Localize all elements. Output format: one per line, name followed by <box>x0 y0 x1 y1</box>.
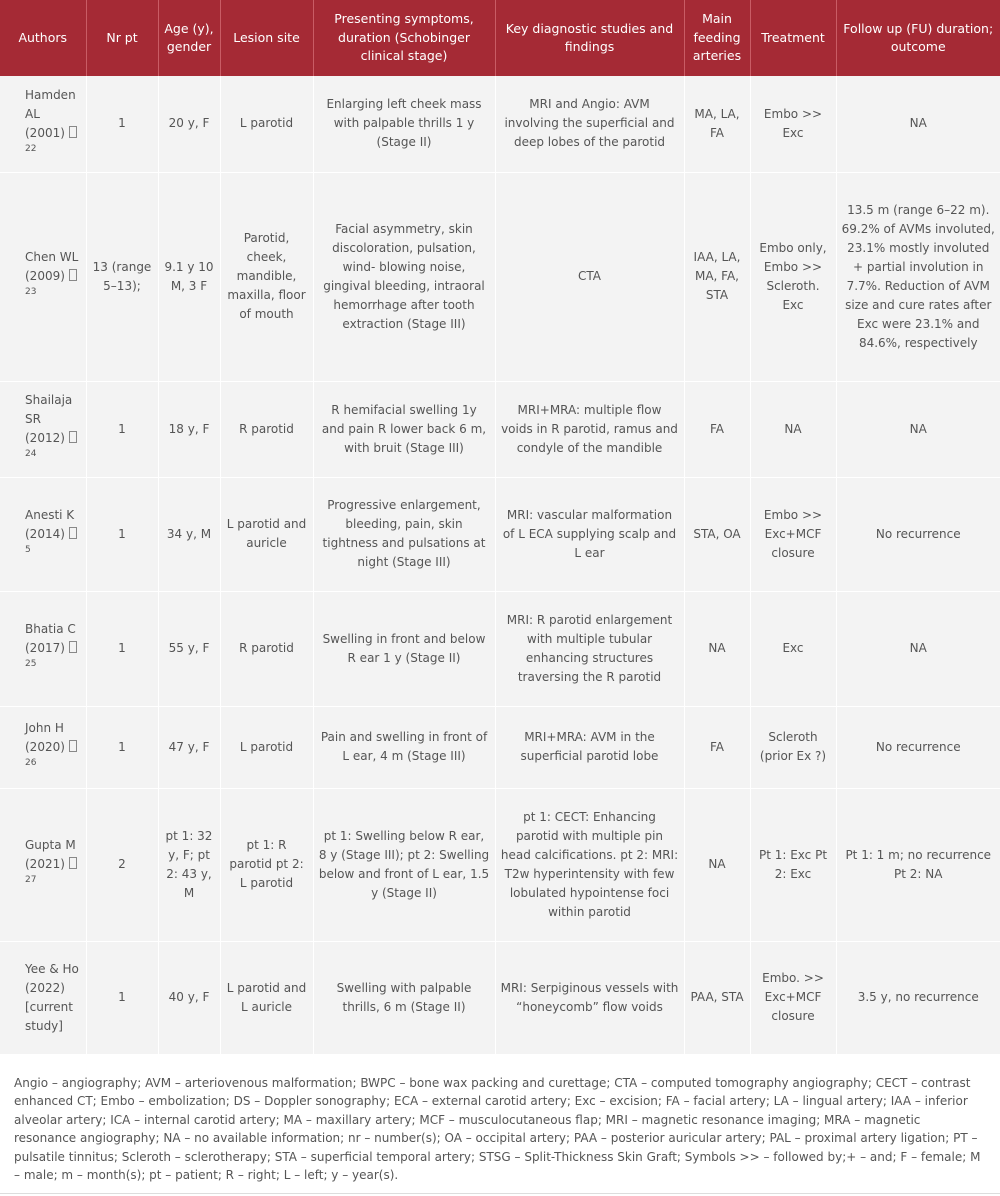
reference-link-icon[interactable] <box>69 641 77 653</box>
header-diagnostics: Key diagnostic studies and findings <box>495 0 684 76</box>
cell-arteries: FA <box>684 381 750 477</box>
author-name: Chen WL (2009) <box>25 250 79 283</box>
cell-arteries: STA, OA <box>684 477 750 591</box>
table-footnote: Angio – angiography; AVM – arteriovenous malformation; BWPC – bone wax packing and curettage; CTA – computed tomography angiography; CECT – contrast enhanced CT; Embo – embolization; DS – Doppler sonography; ECA – external carotid artery; Exc – excision; FA – facial artery; LA – lingual artery; IAA – inferior alveolar artery; ICA – internal carotid artery; MA – maxillary artery; MCF – musculocutaneous flap; MRI – magnetic resonance imaging; MRA – magnetic resonance angiography; NA – no available information; nr – number(s); OA – occipital artery; PAA – posterior auricular artery; PAL – proximal artery ligation; PT – pulsatile tinnitus; Scleroth – sclerotherapy; STA – superficial temporal artery; STSG – Split-Thickness Skin Graft; Symbols >> – followed by;+ – and; F – female; M – male; m – month(s); pt – patient; R – right; L – left; y – year(s). <box>14 1075 981 1182</box>
cell-lesion-site: R parotid <box>220 591 313 706</box>
reference-number[interactable]: 26 <box>25 757 37 768</box>
cell-treatment: NA <box>750 381 836 477</box>
cell-followup: NA <box>836 381 1000 477</box>
cell-arteries: IAA, LA, MA, FA, STA <box>684 172 750 381</box>
cell-age-gender: 40 y, F <box>158 941 220 1054</box>
cell-diagnostics: MRI+MRA: AVM in the superficial parotid lobe <box>495 706 684 788</box>
cell-symptoms: Pain and swelling in front of L ear, 4 m (Stage III) <box>313 706 495 788</box>
table-row <box>0 591 1000 706</box>
cell-diagnostics: MRI: vascular malformation of L ECA supplying scalp and L ear <box>495 477 684 591</box>
cell-treatment: Embo only, Embo >> Scleroth. Exc <box>750 172 836 381</box>
cell-lesion-site: L parotid and auricle <box>220 477 313 591</box>
reference-number[interactable]: 23 <box>25 287 37 297</box>
cell-lesion-site: pt 1: R parotid pt 2: L parotid <box>220 788 313 941</box>
cell-diagnostics: MRI and Angio: AVM involving the superficial and deep lobes of the parotid <box>495 76 684 172</box>
cell-age-gender: pt 1: 32 y, F; pt 2: 43 y, M <box>158 788 220 941</box>
header-treatment: Treatment <box>750 0 836 76</box>
reference-number[interactable]: 27 <box>25 875 37 885</box>
header-nr-pt: Nr pt <box>86 0 158 76</box>
author-name: Hamden AL (2001) <box>25 87 76 140</box>
reference-link-icon[interactable] <box>69 857 77 869</box>
cell-lesion-site: R parotid <box>220 381 313 477</box>
cell-author <box>0 477 86 591</box>
cell-age-gender: 34 y, M <box>158 477 220 591</box>
cell-lesion-site: L parotid and L auricle <box>220 941 313 1054</box>
cell-symptoms: Enlarging left cheek mass with palpable thrills 1 y (Stage II) <box>313 76 495 172</box>
header-symptoms: Presenting symptoms, duration (Schobinger clinical stage) <box>313 0 495 76</box>
cell-followup: No recurrence <box>836 706 1000 788</box>
cell-followup: 3.5 y, no recurrence <box>836 941 1000 1054</box>
cell-age-gender: 47 y, F <box>158 706 220 788</box>
cell-arteries: FA <box>684 706 750 788</box>
cell-arteries: NA <box>684 788 750 941</box>
cell-treatment: Embo >> Exc <box>750 76 836 172</box>
cell-age-gender: 9.1 y 10 M, 3 F <box>158 172 220 381</box>
cell-symptoms: Progressive enlargement, bleeding, pain, skin tightness and pulsations at night (Stage III) <box>313 477 495 591</box>
table-row <box>0 941 1000 1054</box>
cell-symptoms: Facial asymmetry, skin discoloration, pulsation, wind- blowing noise, gingival bleeding, intraoral hemorrhage after tooth extraction (Stage III) <box>313 172 495 381</box>
reference-link-icon[interactable] <box>69 269 77 281</box>
cell-age-gender: 55 y, F <box>158 591 220 706</box>
cell-author <box>0 591 86 706</box>
author-name: John H (2020) <box>25 720 65 754</box>
author-name: Gupta M (2021) <box>25 838 76 871</box>
cell-symptoms: pt 1: Swelling below R ear, 8 y (Stage III); pt 2: Swelling below and front of L ear, 1.5 y (Stage II) <box>313 788 495 941</box>
cell-followup: No recurrence <box>836 477 1000 591</box>
cell-symptoms: R hemifacial swelling 1y and pain R lower back 6 m, with bruit (Stage III) <box>313 381 495 477</box>
reference-number[interactable]: 25 <box>25 659 37 669</box>
cell-author <box>0 76 86 172</box>
cell-author <box>0 381 86 477</box>
reference-link-icon[interactable] <box>69 431 77 443</box>
table-row <box>0 477 1000 591</box>
cell-author <box>0 172 86 381</box>
reference-number[interactable]: 24 <box>25 449 37 459</box>
cell-treatment: Scleroth (prior Ex ?) <box>750 706 836 788</box>
cell-followup: 13.5 m (range 6–22 m). 69.2% of AVMs involuted, 23.1% mostly involuted + partial involution in 7.7%. Reduction of AVM size and cure rates after Exc were 23.1% and 84.6%, respectively <box>836 172 1000 381</box>
table-row <box>0 76 1000 172</box>
cell-nr-pt: 1 <box>86 76 158 172</box>
cell-nr-pt: 1 <box>86 591 158 706</box>
reference-link-icon[interactable] <box>69 126 77 138</box>
cell-lesion-site: Parotid, cheek, mandible, maxilla, floor of mouth <box>220 172 313 381</box>
cell-lesion-site: L parotid <box>220 706 313 788</box>
cell-followup: Pt 1: 1 m; no recurrence Pt 2: NA <box>836 788 1000 941</box>
cell-arteries: MA, LA, FA <box>684 76 750 172</box>
header-row <box>0 0 1000 76</box>
cell-symptoms: Swelling with palpable thrills, 6 m (Stage II) <box>313 941 495 1054</box>
cell-treatment: Embo >> Exc+MCF closure <box>750 477 836 591</box>
cell-treatment: Exc <box>750 591 836 706</box>
table-row <box>0 788 1000 941</box>
author-name: Yee & Ho (2022) [current study] <box>25 961 79 1033</box>
reference-number[interactable]: 5 <box>25 544 31 555</box>
author-name: Bhatia C (2017) <box>25 622 76 655</box>
cell-followup: NA <box>836 76 1000 172</box>
author-name: Shailaja SR (2012) <box>25 393 73 445</box>
cell-age-gender: 18 y, F <box>158 381 220 477</box>
cell-symptoms: Swelling in front and below R ear 1 y (Stage II) <box>313 591 495 706</box>
header-lesion-site: Lesion site <box>220 0 313 76</box>
cell-nr-pt: 1 <box>86 477 158 591</box>
cell-age-gender: 20 y, F <box>158 76 220 172</box>
cell-treatment: Pt 1: Exc Pt 2: Exc <box>750 788 836 941</box>
cell-diagnostics: pt 1: CECT: Enhancing parotid with multiple pin head calcifications. pt 2: MRI: T2w hyperintensity with few lobulated hypointense foci within parotid <box>495 788 684 941</box>
reference-number[interactable]: 22 <box>25 143 37 154</box>
cell-diagnostics: MRI+MRA: multiple flow voids in R parotid, ramus and condyle of the mandible <box>495 381 684 477</box>
cell-diagnostics: CTA <box>495 172 684 381</box>
table-body <box>0 76 1000 1054</box>
table-row <box>0 706 1000 788</box>
cell-followup: NA <box>836 591 1000 706</box>
cell-nr-pt: 2 <box>86 788 158 941</box>
cell-treatment: Embo. >> Exc+MCF closure <box>750 941 836 1054</box>
footer-divider <box>0 1193 1000 1194</box>
cell-arteries: NA <box>684 591 750 706</box>
cell-lesion-site: L parotid <box>220 76 313 172</box>
cell-nr-pt: 13 (range 5–13); <box>86 172 158 381</box>
cell-arteries: PAA, STA <box>684 941 750 1054</box>
header-followup: Follow up (FU) duration; outcome <box>836 0 1000 76</box>
table-row <box>0 172 1000 381</box>
cell-diagnostics: MRI: R parotid enlargement with multiple tubular enhancing structures traversing the R parotid <box>495 591 684 706</box>
cell-nr-pt: 1 <box>86 941 158 1054</box>
header-arteries: Main feeding arteries <box>684 0 750 76</box>
reference-link-icon[interactable] <box>69 527 77 539</box>
cell-author <box>0 941 86 1054</box>
cell-author <box>0 788 86 941</box>
cell-nr-pt: 1 <box>86 381 158 477</box>
cell-diagnostics: MRI: Serpiginous vessels with “honeycomb” flow voids <box>495 941 684 1054</box>
header-age-gender: Age (y), gender <box>158 0 220 76</box>
reference-link-icon[interactable] <box>69 740 77 752</box>
author-name: Anesti K (2014) <box>25 507 75 541</box>
header-authors: Authors <box>0 0 86 76</box>
cell-nr-pt: 1 <box>86 706 158 788</box>
table-row <box>0 381 1000 477</box>
cell-author <box>0 706 86 788</box>
